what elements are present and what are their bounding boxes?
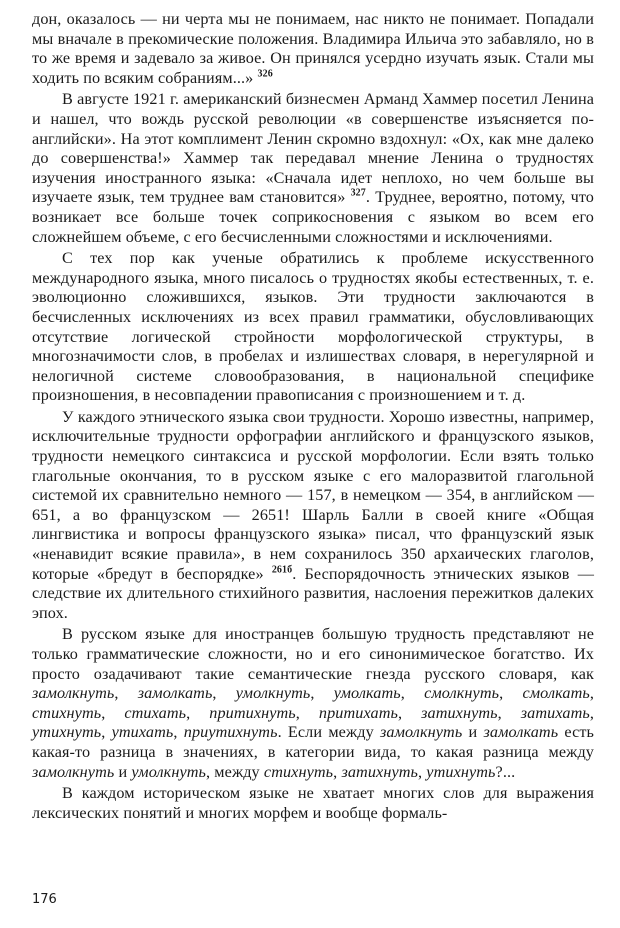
footnote-ref: 327 bbox=[350, 187, 366, 199]
footnote-ref: 326 bbox=[257, 68, 273, 80]
text-run: В русском языке для иностранцев большую трудность представляют не только грамматические сложности, но и его синонимическое богатство. Их просто озадачивают такие семантические гнезда русского словаря, как bbox=[32, 625, 594, 683]
italic-word: умолкнуть bbox=[131, 762, 207, 781]
italic-word: стихнуть bbox=[32, 703, 102, 722]
italic-word: замолкать bbox=[137, 684, 213, 703]
italic-word: притихать bbox=[318, 703, 398, 722]
footnote-ref: 261б bbox=[271, 564, 293, 576]
body-text bbox=[32, 10, 594, 823]
paragraph bbox=[32, 625, 594, 782]
italic-word: притихнуть bbox=[209, 703, 296, 722]
italic-word: утихнуть bbox=[32, 723, 102, 742]
paragraph bbox=[32, 784, 594, 823]
italic-word: смолкать bbox=[522, 684, 590, 703]
paragraph bbox=[32, 10, 594, 88]
text-run: , bbox=[295, 703, 319, 722]
text-run: , между bbox=[206, 762, 264, 781]
text-run: , bbox=[173, 723, 184, 742]
text-run: , bbox=[101, 703, 125, 722]
italic-word: замолкнуть bbox=[379, 723, 463, 742]
text-run: В августе 1921 г. американский бизнесмен Арманд Хаммер посетил Ленина и нашел, что вождь русской революции «в совершенстве изъясняется по-английски». На этот комплимент Ленин скромно вздохнул: «Ох, как мне далеко до совершенства!» Хаммер так передавал мнение Ленина о трудностях изучения иностранного языка: «Сначала идет неплохо, но чем больше вы изучаете язык, тем труднее вам становится» bbox=[32, 90, 594, 207]
text-run: С тех пор как ученые обратились к проблеме искусственного международного языка, много писалось о трудностях якобы естественных, т. е. эволюционно сложившихся, языков. Эти трудности заключаются в бесчисленных исключениях из всех правил грамматики, обусловливающих отсутствие логической стройности морфологической структуры, в многозначимости слов, в пробелах и излишествах словаря, в нерегулярной и нелогичной системе словообразования, в национальной специфике произношения, в несовпадении правописания с произношением и т. д. bbox=[32, 249, 594, 405]
text-run: ?... bbox=[495, 762, 516, 781]
italic-word: умолкать bbox=[333, 684, 401, 703]
paragraph bbox=[32, 408, 594, 624]
text-run: , bbox=[186, 703, 210, 722]
text-run: У каждого этнического языка свои трудности. Хорошо известны, например, исключительные трудности орфографии английского и французского языков, трудности немецкого синтаксиса и русской морфологии. Если взять только глагольные окончания, то в русском языке с его малоразвитой глагольной системой их сравнительно немного — 157, в немецком — 354, в английском — 651, а во французском — 2651! Шарль Балли в своей книге «Общая лингвистика и вопросы французского языка» писал, что французский язык «ненавидит всякие правила», в нем сохранилось 350 архаических глаголов, которые «бредут в беспорядке» bbox=[32, 407, 594, 583]
italic-word: приутихнуть bbox=[183, 723, 278, 742]
italic-word: замолкнуть bbox=[32, 684, 115, 703]
text-run: , bbox=[397, 703, 422, 722]
text-run: , bbox=[418, 762, 427, 781]
italic-word: утихать bbox=[111, 723, 174, 742]
text-run: , bbox=[310, 684, 334, 703]
text-run: дон, оказалось — ни черта мы не понимаем, нас никто не понимает. Попадали мы вначале в прекомические положения. Владимира Ильича это забавляло, но в то же время и задевало за живое. Он принялся усердно изучать язык. Стали мы ходить по всяким собраниям...» bbox=[32, 10, 594, 87]
text-run: , bbox=[589, 684, 595, 703]
paragraph bbox=[32, 90, 594, 247]
italic-word: смолкнуть bbox=[424, 684, 500, 703]
italic-word: затихнуть bbox=[341, 762, 418, 781]
paragraph bbox=[32, 249, 594, 406]
text-run: , bbox=[333, 762, 342, 781]
text-run: , bbox=[497, 703, 521, 722]
text-run: , bbox=[589, 703, 595, 722]
text-run: . Если между bbox=[277, 723, 380, 742]
text-run: и bbox=[462, 723, 484, 742]
italic-word: стихать bbox=[124, 703, 187, 722]
text-run: , bbox=[114, 684, 138, 703]
text-run: , bbox=[212, 684, 236, 703]
text-run: , bbox=[101, 723, 112, 742]
text-run: и bbox=[114, 762, 132, 781]
text-run: есть какая-то разница в значениях, в категории вида, то какая разница между bbox=[32, 723, 595, 761]
text-run: , bbox=[400, 684, 425, 703]
italic-word: утихнуть bbox=[426, 762, 496, 781]
italic-word: замолкнуть bbox=[32, 762, 115, 781]
text-run: , bbox=[499, 684, 523, 703]
italic-word: затихать bbox=[520, 703, 590, 722]
text-run: В каждом историческом языке не хватает многих слов для выражения лексических понятий и многих морфем и вообще формаль- bbox=[32, 784, 594, 822]
page-number: 176 bbox=[32, 892, 57, 907]
italic-word: затихнуть bbox=[421, 703, 498, 722]
text-run: . Труднее, вероятно, потому, что возникает все больше точек соприкосновения с языком во всем его сложнейшем объеме, с его бесчисленными сложностями и исключениями. bbox=[32, 188, 594, 246]
italic-word: замолкать bbox=[483, 723, 559, 742]
text-run: . Беспорядочность этнических языков — следствие их длительного стихийного развития, наслоения пережитков далеких эпох. bbox=[32, 564, 595, 622]
italic-word: умолкнуть bbox=[235, 684, 311, 703]
italic-word: стихнуть bbox=[263, 762, 334, 781]
